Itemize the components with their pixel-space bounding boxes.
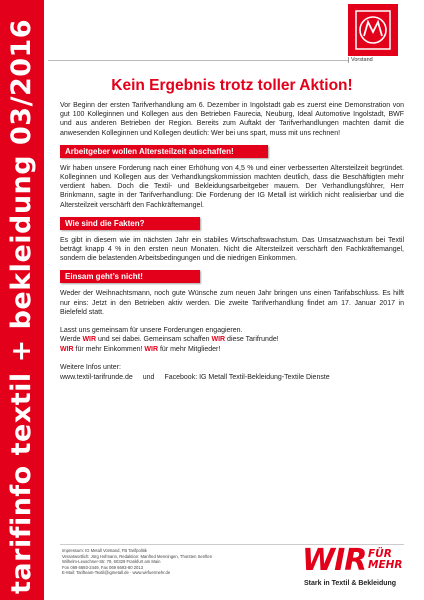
logo-subtitle: Vorstand <box>348 57 408 63</box>
imprint-line: Wilhelm-Leuschner-Str. 79, 60329 Frankfurt am Main <box>62 559 161 565</box>
section-text-einsam: Weder der Weihnachtsmann, noch gute Wünsche zum neuen Jahr bringen uns einen Tarifabschluss. Es hilft nur eins: Jetzt in den Betrieben aktiv werden. Die zweite Tarifverhandlung findet am 17. Januar 2017 in Bielefeld statt. <box>60 290 404 316</box>
side-title: tarifinfo textil + bekleidung 03/2016 <box>6 18 37 594</box>
call-text: diese Tarifrunde! <box>225 336 279 344</box>
wir-highlight: WIR <box>211 336 226 344</box>
facebook-link[interactable]: Facebook: IG Metall Textil-Bekleidung-Textile Dienste <box>164 373 330 381</box>
igmetall-logo <box>348 4 398 56</box>
intro-paragraph: Vor Beginn der ersten Tarifverhandlung am 6. Dezember in Ingolstadt gab es zuerst eine Demonstration von gut 100 Kolleginnen und Kollegen aus den Betrieben Faurecia, Neuburg, Ideal Automotive Ingolstadt, BWF und aus anderen Betrieben der Region. Bereits zum Auftakt der Tarifverhandlungen machten damit die anwesenden Kolleginnen und Kollegen deutlich: Wer bei uns spart, muss mit uns rechnen! <box>60 102 404 137</box>
wfm-bottom: MEHR <box>368 559 403 571</box>
section-text-fakten: Es gibt in diesem wie im nächsten Jahr ein stabiles Wirtschaftswachstum. Das Umsatzwachstum bei Textil beträgt knapp 4 % in den ersten neun Monaten. Nicht die Altersteilzeit verschärft den Fachkräftemangel, sondern die belastenden Arbeitsbedingungen und die niedrigen Einkommen. <box>60 236 404 263</box>
wfm-word: WIR <box>302 543 367 578</box>
more-info-links <box>60 373 404 382</box>
section-heading-altersteilzeit: Arbeitgeber wollen Altersteilzeit abschaffen! <box>60 145 268 158</box>
section-text-altersteilzeit: Wir haben unsere Forderung nach einer Erhöhung von 4,5 % und einer verbesserten Altersteilzeit begründet. Kolleginnen und Kollegen aus der Verhandlungskommission machten deutlich, dass die Beschäftigten mehr verdient haben. Doch die Textil- und Bekleidungsarbeitgeber mauern. Der Verhandlungsführer, Herr Brinkmann, sagte in der Tarifverhandlung: Die Forderung der IG Metall ist wirklich nicht realisierbar und die Altersteilzeit verschärft den Fachkräftemangel. <box>60 164 404 209</box>
imprint-line: Impressum: IG Metall Vorstand, FB Tarifpolitik <box>62 548 147 553</box>
call-text: und sei dabei. Gemeinsam schaffen <box>96 336 212 344</box>
wir-highlight: WIR <box>60 345 74 353</box>
call-text: Werde <box>60 336 83 344</box>
wir-highlight: WIR <box>82 336 97 344</box>
section-heading-fakten: Wie sind die Fakten? <box>60 217 200 230</box>
call-to-action <box>60 326 404 354</box>
igmetall-logo-icon <box>355 10 391 50</box>
more-info-label: Weitere Infos unter: <box>60 364 121 372</box>
call-line-1: Lasst uns gemeinsam für unsere Forderungen engagieren. <box>60 327 243 335</box>
call-text: für mehr Mitglieder! <box>158 345 221 353</box>
wir-fuer-mehr-logo <box>302 543 412 598</box>
wfm-stack <box>368 549 403 571</box>
call-line-2 <box>60 335 404 344</box>
wir-highlight: WIR <box>144 345 159 353</box>
imprint <box>62 548 282 576</box>
call-text: für mehr Einkommen! <box>73 345 145 353</box>
website-link[interactable]: www.textil-tarifrunde.de <box>60 373 133 381</box>
imprint-line: Fon 069 6693-2449, Fax 069 6693-80 2013 <box>62 564 144 570</box>
wfm-tagline: Stark in Textil & Bekleidung <box>304 580 397 587</box>
imprint-line: E-Mail: Tarifteam-Textil@igmetall.de · www.wirfuermehr.de <box>62 570 171 576</box>
headline: Kein Ergebnis trotz toller Aktion! <box>111 77 353 94</box>
section-heading-einsam: Einsam geht’s nicht! <box>60 270 200 283</box>
side-band <box>0 0 44 600</box>
link-separator: und <box>142 373 155 381</box>
imprint-line: Verantwortlich: Jörg Hofmann, Redaktion: Manfred Menningen, Thorsten Senften <box>62 553 213 559</box>
article <box>60 76 404 382</box>
call-line-3 <box>60 345 404 354</box>
more-info <box>60 363 404 382</box>
top-rule <box>48 60 348 61</box>
wfm-top: FÜR <box>368 548 392 560</box>
